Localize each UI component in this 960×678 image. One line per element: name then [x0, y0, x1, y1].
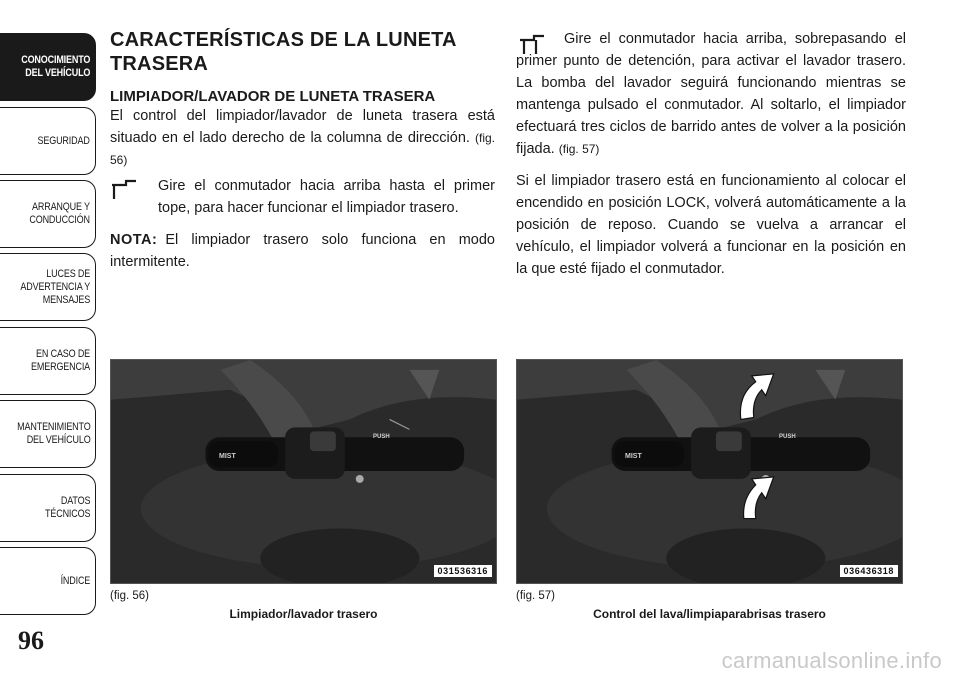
figure-57-caption: Control del lava/limpiaparabrisas trasero [593, 607, 826, 621]
tab-en-caso-de-emergencia[interactable] [0, 327, 96, 395]
tab-label: SEGURIDAD [37, 134, 91, 147]
tab-label: DATOS TÉCNICOS [44, 495, 91, 520]
figure-56-ref: (fig. 56) [110, 590, 149, 602]
tab-label: LUCES DE ADVERTENCIA Y MENSAJES [20, 267, 91, 306]
left-column [110, 28, 495, 273]
tab-label: MANTENIMIENTO DEL VEHÍCULO [16, 421, 91, 446]
figure-reference: (fig. 57) [558, 142, 600, 156]
lever-label-push: PUSH [373, 434, 390, 440]
lever-label-push: PUSH [779, 434, 796, 440]
tab-indice[interactable] [0, 547, 96, 615]
body-paragraph [110, 105, 495, 171]
steering-column-illustration [517, 360, 902, 583]
chapter-sidebar [0, 0, 98, 678]
figure-56 [110, 359, 497, 584]
instruction-text-body: Gire el conmutador hacia arriba, sobrepasando el primer punto de detención, para activar el lavador trasero. La bomba del lavador seguirá funcionando mientras se mantenga pulsado el conmutador. Al soltarlo, el limpiador efectuará tres ciclos de barrido antes de volver a la posición fijada. [516, 31, 906, 157]
note-text: El limpiador trasero solo funciona en modo intermitente. [110, 232, 495, 270]
tab-label: CONOCIMIENTO DEL VEHÍCULO [21, 54, 91, 79]
figure-code: 031536316 [434, 565, 492, 577]
tab-datos-tecnicos[interactable] [0, 474, 96, 542]
body-paragraph: Si el limpiador trasero está en funcionamiento al colocar el encendido en posición LOCK, volverá automáticamente a la posición de reposo. Cuando se vuelva a arrancar el vehículo, el limpiador volverá a funcionar en la posición en la que esté fijado el conmutador. [516, 173, 906, 277]
tab-conocimiento-del-vehiculo[interactable] [0, 33, 96, 101]
figure-code: 036436318 [840, 565, 898, 577]
paragraph-text: El control del limpiador/lavador de luneta trasera está situado en el lado derecho de la columna de dirección. [110, 108, 495, 146]
figure-56-caption: Limpiador/lavador trasero [229, 607, 378, 621]
lever-up-icon [110, 179, 138, 201]
figure-57-ref: (fig. 57) [516, 590, 555, 602]
note-label: NOTA: [110, 232, 158, 248]
note-paragraph [110, 229, 495, 273]
tab-label: EN CASO DE EMERGENCIA [31, 348, 91, 373]
figure-57 [516, 359, 903, 584]
lever-push-icon [518, 34, 546, 56]
instruction-text [516, 28, 906, 160]
instruction-block [516, 28, 906, 160]
tab-seguridad[interactable] [0, 107, 96, 175]
instruction-text: Gire el conmutador hacia arriba hasta el primer tope, para hacer funcionar el limpiador trasero. [158, 178, 495, 216]
watermark: carmanualsonline.info [721, 648, 942, 673]
steering-column-illustration [111, 360, 496, 583]
tab-label: ÍNDICE [60, 574, 91, 587]
lever-label-mist: MIST [625, 453, 642, 460]
subsection-title: LIMPIADOR/LAVADOR DE LUNETA TRASERA [110, 88, 436, 105]
page-number: 96 [18, 626, 44, 655]
right-column [516, 28, 906, 280]
tab-luces-de-advertencia[interactable] [0, 253, 96, 321]
tab-arranque-y-conduccion[interactable] [0, 180, 96, 248]
section-title: CARACTERÍSTICAS DE LA LUNETA TRASERA [110, 29, 456, 75]
instruction-block [110, 175, 495, 219]
tab-mantenimiento-del-vehiculo[interactable] [0, 400, 96, 468]
figure-reference: (fig. 56) [110, 131, 495, 167]
tab-label: ARRANQUE Y CONDUCCIÓN [29, 201, 91, 226]
lever-label-mist: MIST [219, 453, 236, 460]
